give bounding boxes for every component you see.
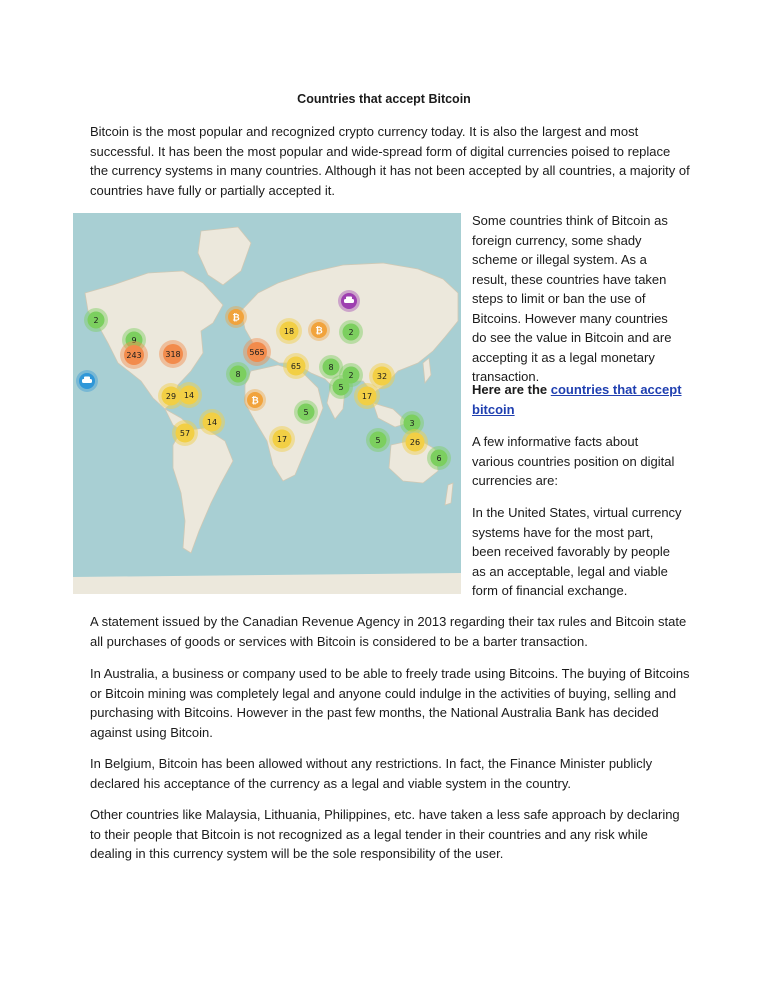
map-cluster-26[interactable]	[402, 429, 428, 455]
cluster-count-label: 32	[376, 372, 388, 381]
map-cluster-14[interactable]	[176, 382, 202, 408]
intro-paragraph: Bitcoin is the most popular and recognized crypto currency today. It is also the largest and most successful. It has been the most popular and wide-spread form of digital currencies poised to replace the currency systems in many countries. Although it has not been accepted by all countries, a majority of countries have fully or partially accepted it.	[90, 124, 690, 198]
bitcoin-icon[interactable]	[244, 389, 266, 411]
cluster-count-label: 18	[283, 327, 295, 336]
map-cluster-17b[interactable]	[269, 426, 295, 452]
cluster-count-label: 2	[348, 371, 354, 380]
svg-text:₿: ₿	[251, 396, 259, 407]
side-paragraph-1: Some countries think of Bitcoin as foreign currency, some shady scheme or illegal system. As a result, these countries have taken steps to limit or ban the use of Bitcoins. However many countries do see the value in Bitcoin and are accepting it as a legal monetary transaction.	[472, 213, 672, 384]
atm-icon[interactable]	[76, 370, 98, 392]
cluster-count-label: 318	[165, 350, 181, 359]
bitcoin-icon[interactable]	[225, 306, 247, 328]
car-icon[interactable]	[338, 290, 360, 312]
svg-text:₿: ₿	[315, 326, 323, 337]
map-cluster-2b[interactable]	[339, 320, 363, 344]
cluster-count-label: 243	[126, 351, 142, 360]
other-countries-paragraph: Other countries like Malaysia, Lithuania, Philippines, etc. have taken a less safe approach by declaring to their people that Bitcoin is not recognized as a legal tender in their countries and any risk while dealing in this currency system will be the sole responsibility of the user.	[90, 807, 680, 861]
countries-that-accept-bitcoin-link[interactable]: countries that accept bitcoin	[472, 382, 682, 417]
svg-text:₿: ₿	[232, 313, 240, 324]
map-cluster-65[interactable]	[283, 353, 309, 379]
cluster-count-label: 2	[93, 316, 99, 325]
cluster-count-label: 8	[235, 370, 241, 379]
cluster-count-label: 8	[328, 363, 334, 372]
map-cluster-318[interactable]	[159, 340, 187, 368]
map-cluster-17[interactable]	[354, 383, 380, 409]
map-cluster-5c[interactable]	[366, 428, 390, 452]
map-cluster-57[interactable]	[172, 420, 198, 446]
cluster-count-label: 6	[436, 454, 442, 463]
bitcoin-map[interactable]	[73, 213, 461, 594]
map-cluster-6[interactable]	[427, 446, 451, 470]
map-cluster-5[interactable]	[329, 375, 353, 399]
cluster-count-label: 14	[206, 418, 218, 427]
cluster-count-label: 5	[338, 383, 344, 392]
map-cluster-2[interactable]	[84, 308, 108, 332]
side-paragraph-3: A few informative facts about various countries position on digital currencies are:	[472, 434, 675, 488]
belgium-paragraph: In Belgium, Bitcoin has been allowed without any restrictions. In fact, the Finance Minister publicly declared his acceptance of the currency as a legal and viable system in the country.	[90, 756, 653, 791]
cluster-count-label: 9	[131, 336, 137, 345]
map-cluster-565[interactable]	[243, 338, 271, 366]
cluster-count-label: 26	[409, 438, 421, 447]
australia-paragraph: In Australia, a business or company used to be able to freely trade using Bitcoins. The buying of Bitcoins or Bitcoin mining was completely legal and anyone could indulge in the activities of buying, selling and purchasing with Bitcoins. However in the past few months, the National Australia Bank has decided against using Bitcoin.	[90, 666, 690, 740]
bitcoin-icon[interactable]	[308, 319, 330, 341]
cluster-count-label: 5	[303, 408, 309, 417]
canada-paragraph: A statement issued by the Canadian Revenue Agency in 2013 regarding their tax rules and Bitcoin state all purchases of goods or services with Bitcoin is considered to be a barter transaction.	[90, 614, 687, 649]
cluster-count-label: 17	[276, 435, 288, 444]
world-map-image	[73, 213, 461, 594]
map-cluster-5b[interactable]	[294, 400, 318, 424]
map-cluster-243[interactable]	[120, 341, 148, 369]
cluster-count-label: 29	[165, 392, 177, 401]
side-paragraph-4: In the United States, virtual currency systems have for the most part, been received favorably by people as an acceptable, legal and viable form of financial exchange.	[472, 505, 682, 598]
map-cluster-8[interactable]	[226, 362, 250, 386]
cluster-count-label: 5	[375, 436, 381, 445]
cluster-count-label: 57	[179, 429, 191, 438]
map-cluster-18[interactable]	[276, 318, 302, 344]
cluster-count-label: 565	[249, 348, 265, 357]
cluster-count-label: 2	[348, 328, 354, 337]
cluster-count-label: 3	[409, 419, 415, 428]
side-paragraph-2-prefix: Here are the	[472, 382, 551, 397]
page-title: Countries that accept Bitcoin	[297, 92, 471, 106]
side-paragraph-2	[472, 380, 682, 419]
map-cluster-14b[interactable]	[199, 409, 225, 435]
cluster-count-label: 65	[290, 362, 302, 371]
cluster-count-label: 14	[183, 391, 195, 400]
cluster-count-label: 17	[361, 392, 373, 401]
